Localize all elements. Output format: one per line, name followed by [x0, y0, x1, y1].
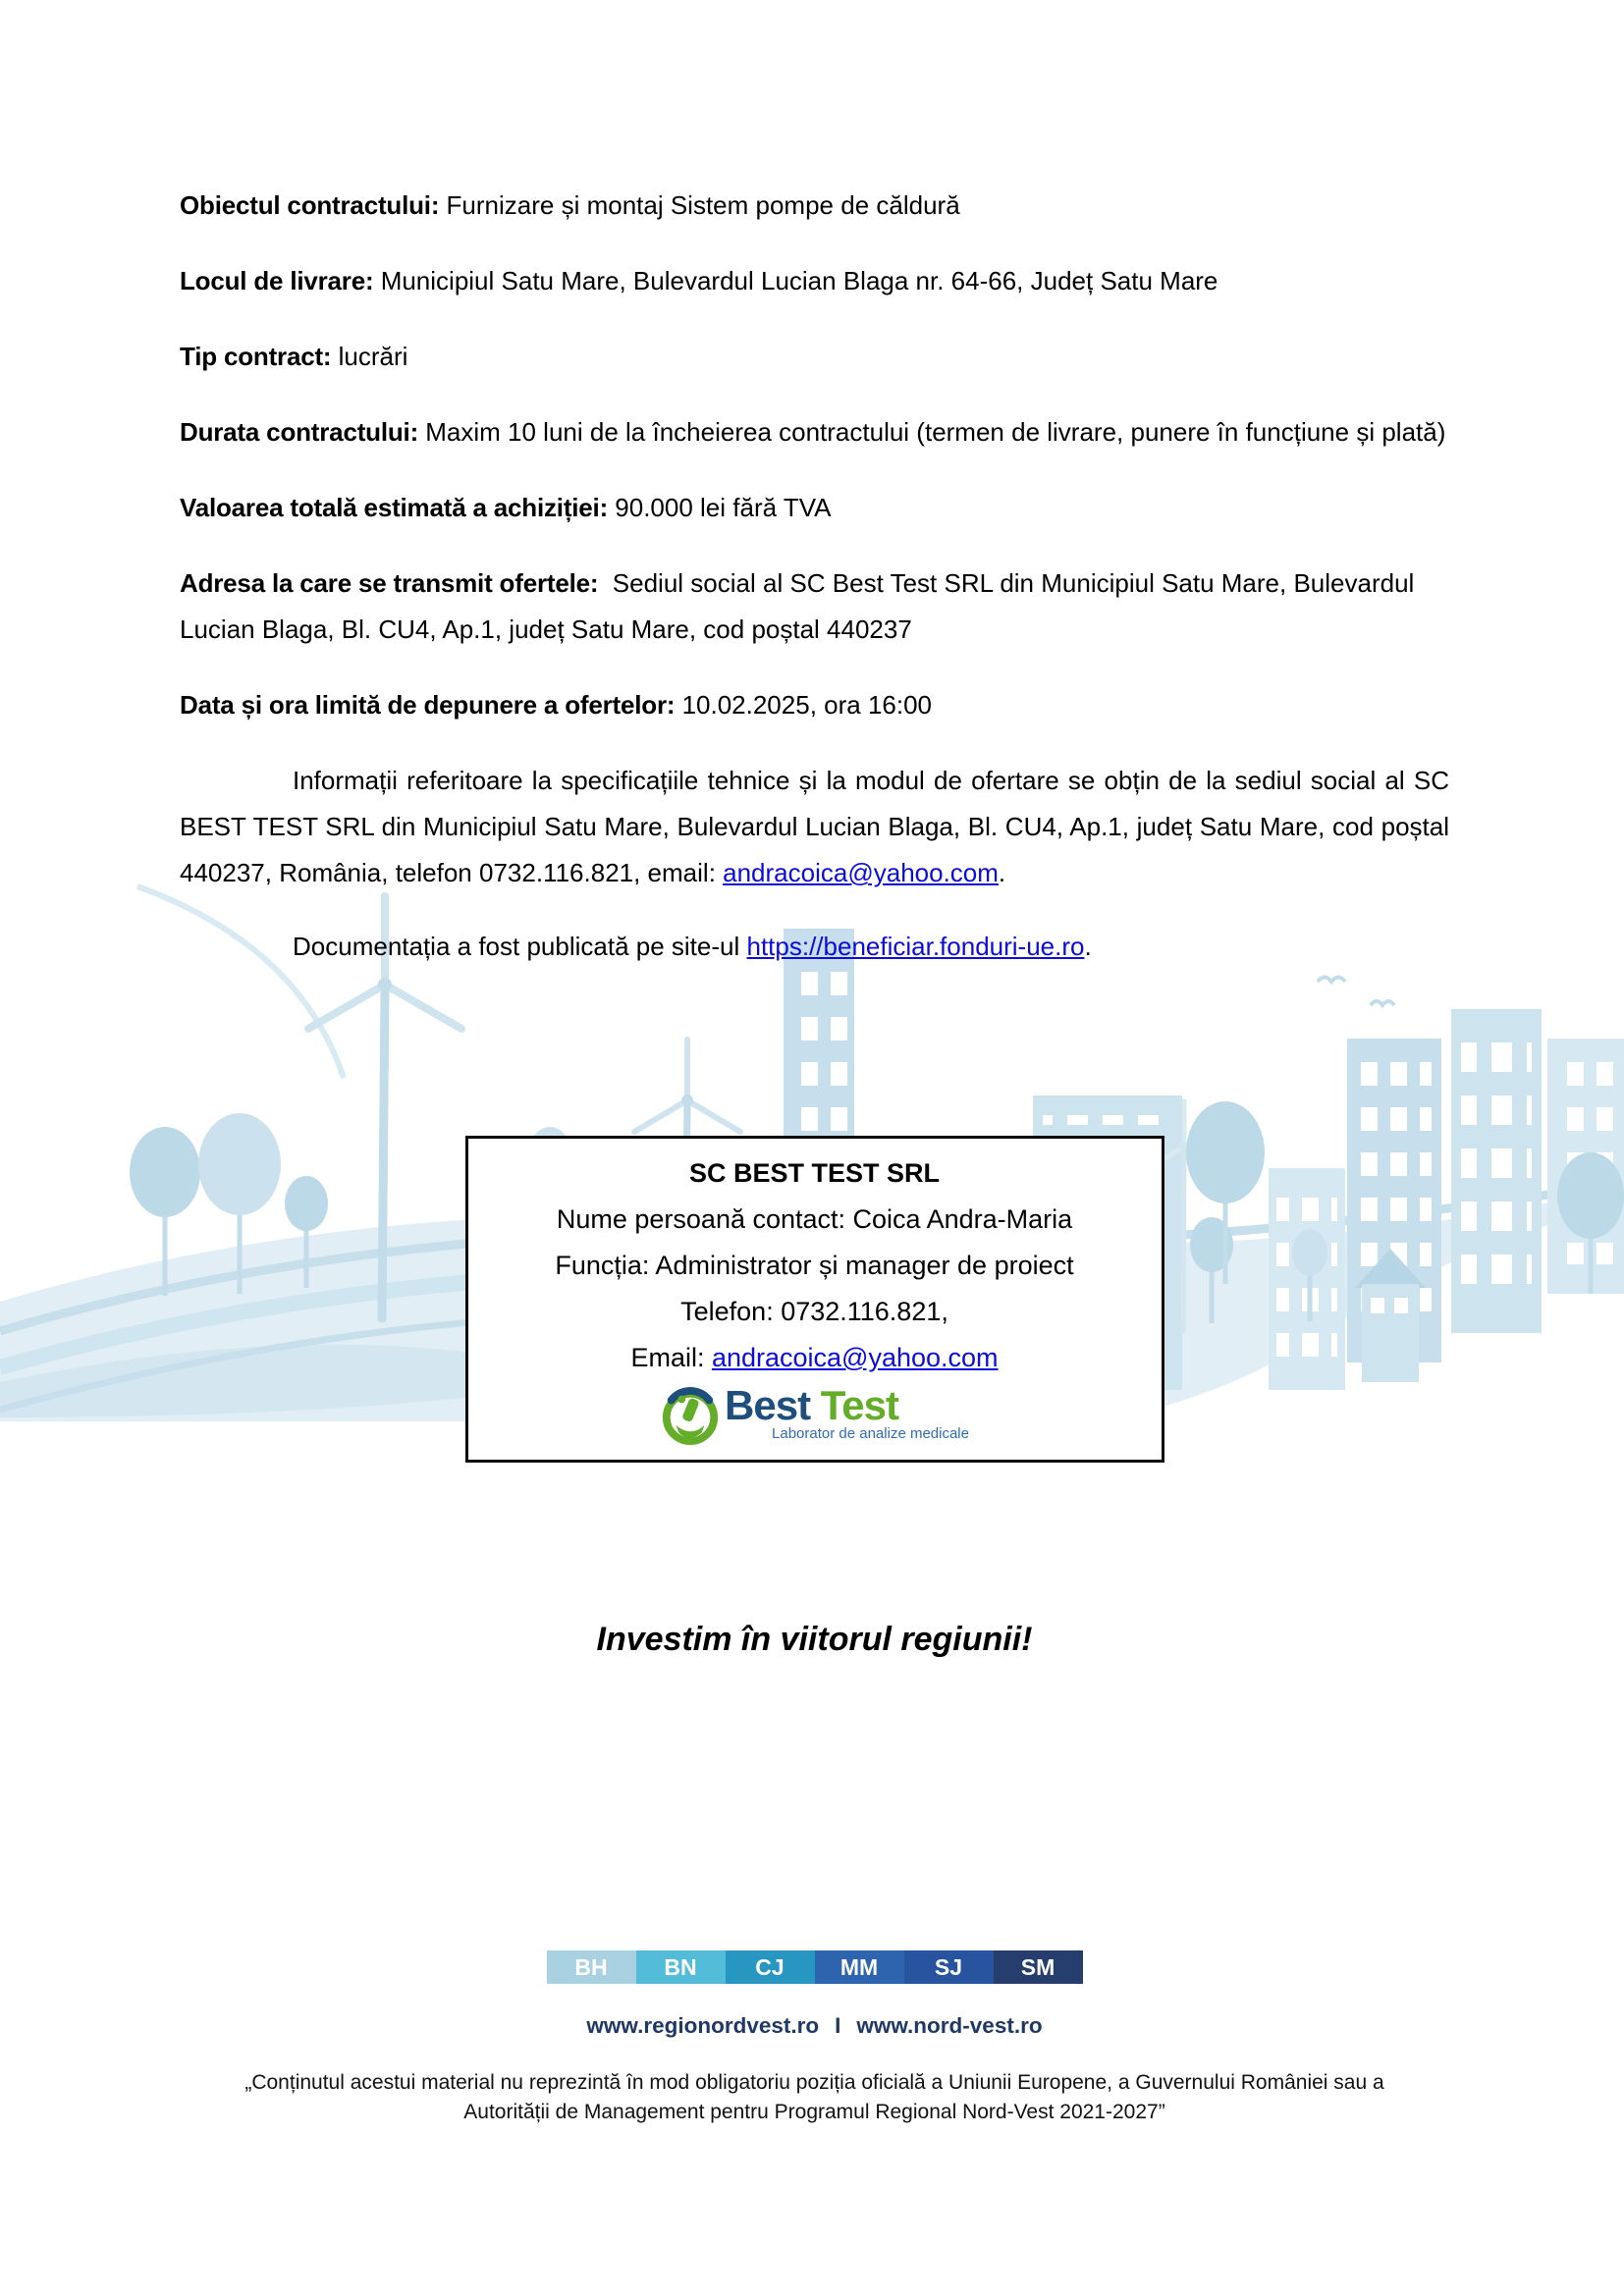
email-label: Email: — [630, 1343, 712, 1372]
nordvest-link: www.nord-vest.ro — [856, 2013, 1043, 2038]
info-paragraph — [180, 758, 1449, 896]
county-segment-sm: SM — [994, 1950, 1083, 1984]
footer-websites — [180, 2013, 1449, 2039]
site-separator: I — [835, 2013, 841, 2038]
paragraph-text: Informații referitoare la specificațiile tehnice și la modul de ofertare se obțin de la sediul social al SC BEST TEST SRL din Municipiul Satu Mare, Bulevardul Lucian Blaga, Bl. CU4, Ap.1, județ Satu Mare, cod poștal 440237, România, telefon 0732.116.821, email: — [180, 766, 1449, 887]
paragraph-text: . — [998, 858, 1006, 887]
field-tip-contract — [180, 334, 1449, 380]
logo-text — [725, 1382, 969, 1442]
county-segment-mm: MM — [815, 1950, 904, 1984]
microscope-icon — [660, 1385, 721, 1446]
field-label: Tip contract: — [180, 342, 332, 371]
logo-word-best: Best — [725, 1382, 811, 1428]
regionordvest-link: www.regionordvest.ro — [586, 2013, 820, 2038]
field-label: Durata contractului: — [180, 417, 419, 447]
contact-box — [465, 1136, 1164, 1463]
county-segment-cj: CJ — [726, 1950, 815, 1984]
footer-disclaimer: „Conținutul acestui material nu reprezintă în mod obligatoriu poziția oficială a Uniunii Europene, a Guvernului României sau a Autorității de Management pentru Programul Regional Nord-Vest 2021-2027” — [244, 2071, 1384, 2123]
paragraph-text: . — [1084, 932, 1092, 961]
contact-role: Funcția: Administrator și manager de proiect — [555, 1251, 1074, 1280]
field-adresa-oferte — [180, 561, 1449, 653]
field-value: lucrări — [338, 342, 408, 371]
field-value: Sediul social al SC Best Test SRL din Municipiul Satu Mare, Bulevardul Lucian Blaga, Bl. CU4, Ap.1, județ Satu Mare, cod poștal 440237 — [180, 568, 1415, 644]
documentation-paragraph — [180, 924, 1449, 970]
field-value: 90.000 lei fără TVA — [615, 493, 832, 522]
field-obiectul-contractului — [180, 183, 1449, 229]
field-locul-de-livrare — [180, 258, 1449, 304]
field-value: 10.02.2025, ora 16:00 — [681, 690, 933, 720]
county-bar — [547, 1950, 1083, 1984]
paragraph-text: Documentația a fost publicată pe site-ul — [293, 932, 747, 961]
field-label: Obiectul contractului: — [180, 190, 440, 220]
field-label: Locul de livrare: — [180, 266, 374, 295]
best-test-logo — [482, 1382, 1148, 1446]
field-value: Municipiul Satu Mare, Bulevardul Lucian Blaga nr. 64-66, Județ Satu Mare — [380, 266, 1218, 295]
field-value: Furnizare și montaj Sistem pompe de căldură — [446, 190, 960, 220]
contact-email-link[interactable]: andracoica@yahoo.com — [711, 1343, 999, 1372]
county-segment-sj: SJ — [904, 1950, 994, 1984]
field-durata-contractului — [180, 409, 1449, 455]
county-segment-bh: BH — [547, 1950, 636, 1984]
logo-tagline: Laborator de analize medicale — [772, 1425, 969, 1442]
field-value: Maxim 10 luni de la încheierea contractului (termen de livrare, punere în funcțiune și plată) — [425, 417, 1446, 447]
field-label: Valoarea totală estimată a achiziției: — [180, 493, 609, 522]
slogan: Investim în viitorul regiunii! — [596, 1621, 1033, 1658]
documentation-site-link[interactable]: https://beneficiar.fonduri-ue.ro — [746, 932, 1085, 961]
field-label: Adresa la care se transmit ofertele: — [180, 568, 599, 598]
contact-phone: Telefon: 0732.116.821, — [680, 1297, 948, 1326]
field-label: Data și ora limită de depunere a ofertelor: — [180, 690, 676, 720]
email-link[interactable]: andracoica@yahoo.com — [723, 858, 999, 887]
footer — [180, 1950, 1449, 2127]
field-valoarea-totala — [180, 485, 1449, 531]
field-data-ora-limita — [180, 682, 1449, 728]
contact-person: Nume persoană contact: Coica Andra-Maria — [556, 1204, 1073, 1234]
logo-word-test: Test — [820, 1382, 898, 1428]
county-segment-bn: BN — [636, 1950, 726, 1984]
company-name: SC BEST TEST SRL — [688, 1158, 941, 1188]
contact-email-line — [482, 1335, 1148, 1381]
